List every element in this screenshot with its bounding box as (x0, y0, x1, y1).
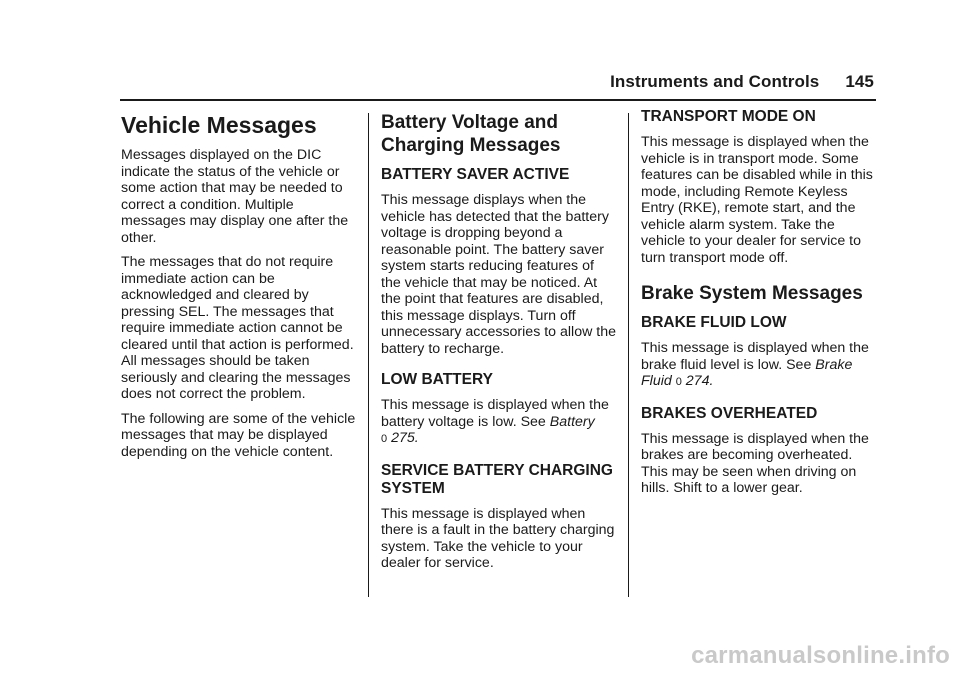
section-title: Instruments and Controls (610, 72, 820, 91)
column-3 (641, 108, 877, 505)
low-battery-text (381, 397, 617, 448)
brakes-overheated-heading: BRAKES OVERHEATED (641, 404, 818, 422)
page-header (600, 72, 874, 92)
reference-arrow-icon: 0 (381, 433, 388, 445)
brake-fluid-text (641, 340, 877, 391)
battery-reference-page[interactable]: 275 (391, 430, 415, 446)
transport-mode-heading: TRANSPORT MODE ON (641, 108, 816, 125)
brake-fluid-reference-link[interactable]: Brake Fluid (641, 356, 853, 389)
battery-reference-link[interactable]: Battery (549, 413, 595, 430)
battery-saver-heading: BATTERY SAVER ACTIVE (381, 166, 570, 183)
battery-voltage-heading: Battery Voltage and Charging Messages (381, 112, 561, 156)
brake-fluid-body: This message is displayed when the brake fluid level is low. See (641, 340, 869, 373)
service-battery-text: This message is displayed when there is a fault in the battery charging system. Take the vehicle to your dealer for service. (381, 505, 615, 571)
header-rule (120, 99, 876, 101)
brake-fluid-reference-page[interactable]: 274 (685, 373, 710, 389)
reference-end: . (414, 430, 419, 446)
vehicle-messages-heading: Vehicle Messages (121, 112, 317, 138)
page-number: 145 (845, 72, 874, 91)
low-battery-body: This message is displayed when the battery voltage is low. See (381, 397, 609, 430)
column-divider-2 (628, 113, 629, 597)
column-2 (381, 108, 617, 580)
low-battery-heading: LOW BATTERY (381, 371, 493, 388)
column-divider-1 (368, 113, 369, 597)
reference-arrow-icon: 0 (675, 376, 682, 388)
reference-end: . (709, 373, 714, 389)
column-1 (121, 108, 357, 468)
transport-mode-text: This message is displayed when the vehicle is in transport mode. Some features can be disabled while in this mode, including Remote Keyless Entry (RKE), remote start, and the vehicle alarm system. Take the vehicle to your dealer for service to turn transport mode off. (641, 134, 873, 266)
paragraph: Messages displayed on the DIC indicate the status of the vehicle or some action that may be needed to correct a condition. Multiple messages may display one after the other. (121, 147, 349, 246)
brake-fluid-heading: BRAKE FLUID LOW (641, 314, 787, 331)
service-battery-heading: SERVICE BATTERY CHARGING SYSTEM (381, 461, 613, 497)
brake-system-heading: Brake System Messages (641, 283, 863, 304)
paragraph: The messages that do not require immediate action can be acknowledged and cleared by pressing SEL. The messages that require immediate action cannot be cleared until that action is performed. All messages should be taken seriously and clearing the messages does not correct the problem. (121, 254, 354, 402)
brakes-overheated-text: This message is displayed when the brakes are becoming overheated. This may be seen when driving on hills. Shift to a lower gear. (641, 430, 869, 496)
battery-saver-text: This message displays when the vehicle has detected that the battery voltage is dropping beyond a reasonable point. The battery saver system starts reducing features of the vehicle that may be noticed. At the point that features are disabled, this message displays. Turn off unnecessary accessories to allow the battery to recharge. (381, 192, 617, 357)
paragraph: The following are some of the vehicle messages that may be displayed depending on the vehicle content. (121, 410, 356, 460)
watermark: carmanualsonline.info (691, 642, 950, 669)
